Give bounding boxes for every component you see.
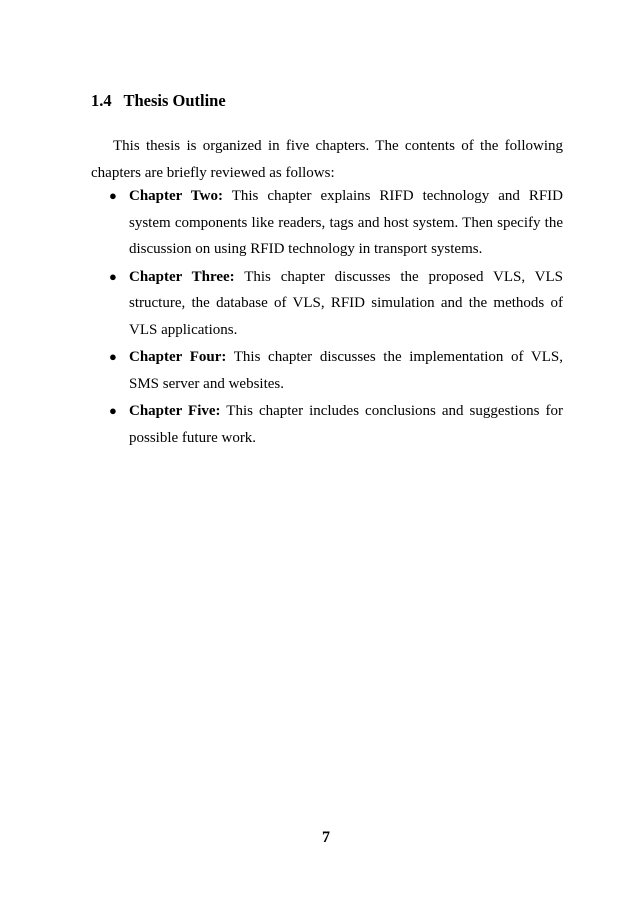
bullet-icon: ● [109,403,117,418]
section-title: Thesis Outline [123,91,226,110]
bullet-icon: ● [109,349,117,364]
section-number: 1.4 [91,91,112,110]
chapter-description: This chapter discusses the implementation of VLS, SMS server and websites. [129,349,563,392]
list-item-chapter-three [109,264,563,344]
chapter-description: This chapter discusses the proposed VLS, VLS structure, the database of VLS, RFID simulation and the methods of VLS applications. [129,268,563,338]
list-item-chapter-four [109,344,563,397]
list-item-chapter-five [109,398,563,451]
chapter-list [109,183,563,452]
chapter-description: This chapter explains RIFD technology and RFID system components like readers, tags and host system. Then specify the discussion on using RFID technology in transport systems. [129,188,563,257]
chapter-name: Chapter Five: [129,403,221,419]
bullet-icon: ● [109,188,117,203]
section-heading [91,91,226,111]
list-item-chapter-two [109,183,563,263]
chapter-name: Chapter Four: [129,349,227,365]
chapter-name: Chapter Two: [129,188,223,204]
chapter-name: Chapter Three: [129,268,235,285]
bullet-icon: ● [109,268,117,284]
chapter-description: This chapter includes conclusions and suggestions for possible future work. [129,403,564,446]
page-number: 7 [322,829,330,846]
intro-paragraph: This thesis is organized in five chapters. The contents of the following chapters are briefly reviewed as follows: [91,138,563,181]
